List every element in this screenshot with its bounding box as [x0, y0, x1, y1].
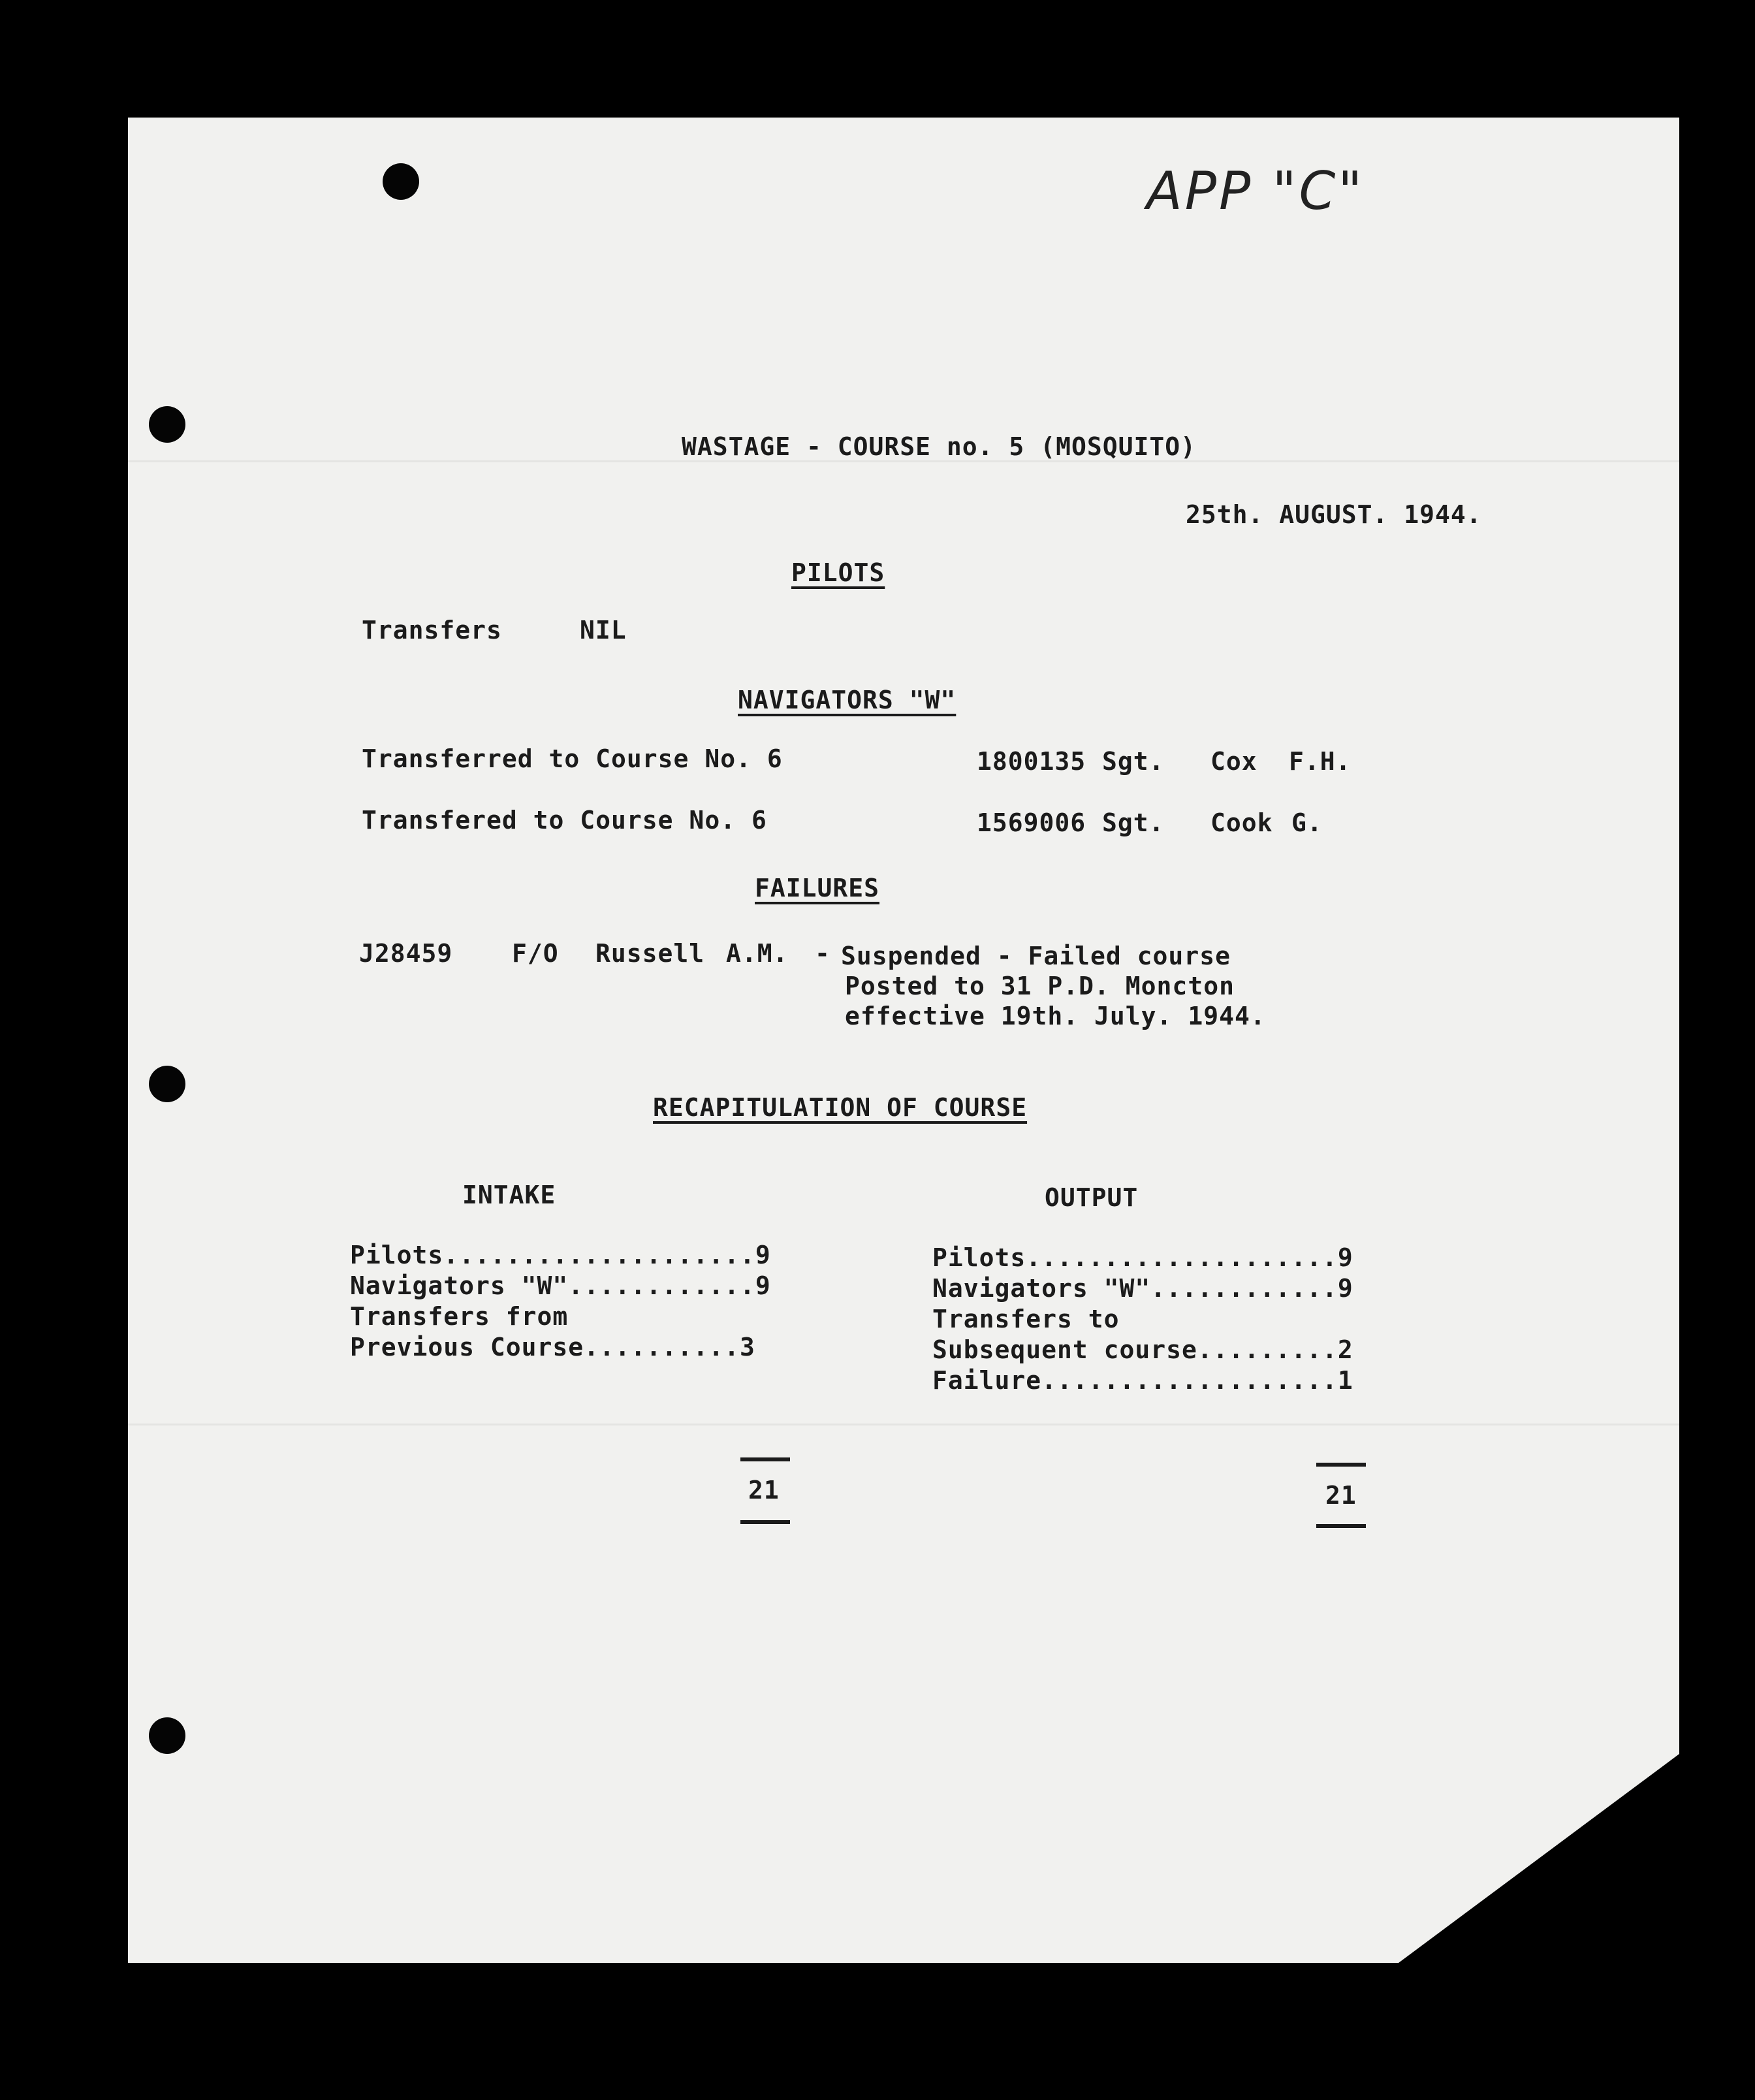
navigator-initials: G. — [1291, 808, 1323, 837]
fold-line — [128, 1424, 1679, 1425]
output-line: Navigators "W"............9 — [932, 1274, 1353, 1303]
intake-line: Previous Course..........3 — [350, 1333, 755, 1361]
document-page — [128, 118, 1679, 1963]
intake-total: 21 — [748, 1476, 780, 1504]
failure-service-number: J28459 — [359, 939, 453, 968]
failure-rank: F/O — [512, 939, 559, 968]
document-date: 25th. AUGUST. 1944. — [1186, 500, 1482, 529]
output-line: Failure...................1 — [932, 1366, 1353, 1395]
output-line: Subsequent course.........2 — [932, 1335, 1353, 1364]
navigator-rank: Sgt. — [1102, 747, 1165, 776]
intake-line: Transfers from — [350, 1302, 569, 1331]
failure-initials: A.M. — [726, 939, 789, 968]
punch-hole — [383, 163, 419, 200]
punch-hole — [149, 1066, 185, 1102]
failure-detail-line: Suspended - Failed course — [841, 942, 1231, 970]
navigator-service-number: 1569006 — [977, 808, 1086, 837]
pilots-transfers-label: Transfers — [362, 616, 502, 644]
intake-line: Navigators "W"............9 — [350, 1271, 771, 1300]
pilots-transfers-value: NIL — [580, 616, 627, 644]
output-total-rule-top — [1316, 1463, 1366, 1467]
output-total-rule-bottom — [1316, 1524, 1366, 1528]
intake-line: Pilots....................9 — [350, 1241, 771, 1269]
document-title: WASTAGE - COURSE no. 5 (MOSQUITO) — [682, 432, 1196, 461]
intake-total-rule-bottom — [740, 1520, 790, 1524]
failures-heading: FAILURES — [755, 874, 880, 902]
output-line: Transfers to — [932, 1305, 1120, 1333]
navigator-name: Cook — [1210, 808, 1273, 837]
failure-name: Russell — [595, 939, 705, 968]
output-line: Pilots....................9 — [932, 1243, 1353, 1272]
navigator-initials: F.H. — [1289, 747, 1352, 776]
navigators-heading: NAVIGATORS "W" — [738, 686, 957, 714]
output-total: 21 — [1325, 1481, 1357, 1510]
punch-hole — [149, 406, 185, 443]
failure-detail-line: effective 19th. July. 1944. — [845, 1002, 1266, 1030]
navigator-rank: Sgt. — [1102, 808, 1165, 837]
recap-heading: RECAPITULATION OF COURSE — [653, 1093, 1028, 1122]
navigator-service-number: 1800135 — [977, 747, 1086, 776]
intake-total-rule-top — [740, 1457, 790, 1461]
torn-corner — [1399, 1754, 1679, 1963]
handwritten-annotation: APP "C" — [1146, 161, 1365, 221]
failure-detail-line: Posted to 31 P.D. Moncton — [845, 972, 1235, 1000]
punch-hole — [149, 1717, 185, 1754]
output-heading: OUTPUT — [1045, 1183, 1139, 1212]
navigator-action: Transferred to Course No. 6 — [362, 744, 783, 773]
pilots-heading: PILOTS — [791, 558, 885, 587]
navigator-action: Transfered to Course No. 6 — [362, 806, 767, 835]
failure-dash: - — [815, 939, 830, 968]
intake-heading: INTAKE — [462, 1181, 556, 1209]
navigator-name: Cox — [1210, 747, 1257, 776]
